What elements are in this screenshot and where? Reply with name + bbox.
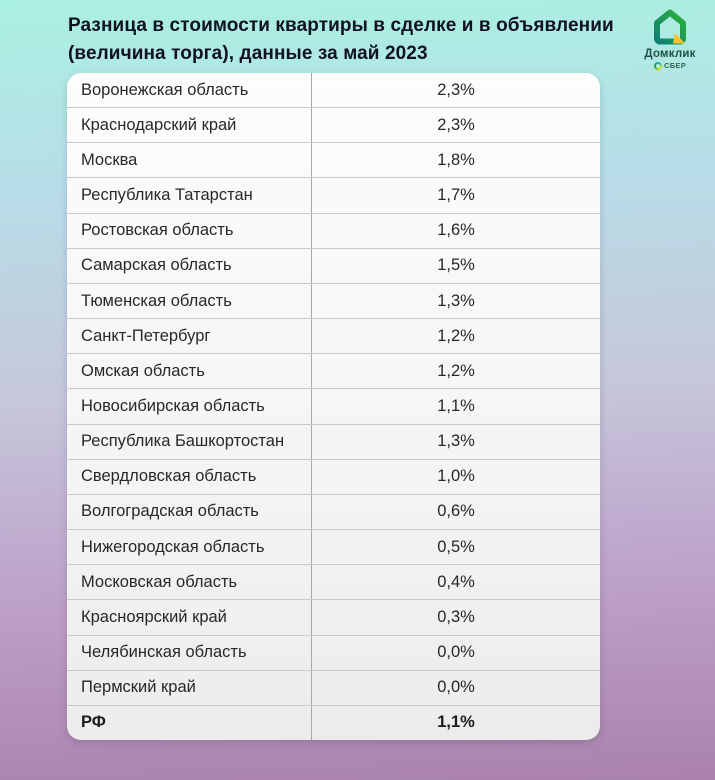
table-row bbox=[67, 599, 600, 634]
region-value: 0,6% bbox=[437, 502, 475, 521]
region-name: Тюменская область bbox=[67, 284, 312, 318]
region-value: 1,6% bbox=[437, 221, 475, 240]
region-value: 2,3% bbox=[437, 80, 475, 99]
table-row bbox=[67, 73, 600, 107]
sber-ring-icon bbox=[654, 62, 662, 70]
table-row bbox=[67, 635, 600, 670]
region-value: 1,0% bbox=[437, 467, 475, 486]
table-row bbox=[67, 318, 600, 353]
region-name: Челябинская область bbox=[67, 636, 312, 670]
region-name: Самарская область bbox=[67, 249, 312, 283]
table-row bbox=[67, 564, 600, 599]
region-value: 0,3% bbox=[437, 607, 475, 626]
table-row bbox=[67, 670, 600, 705]
region-value: 1,2% bbox=[437, 361, 475, 380]
region-value: 1,2% bbox=[437, 326, 475, 345]
table-row bbox=[67, 213, 600, 248]
domclick-wordmark: Домклик bbox=[644, 48, 696, 60]
sber-wordmark: СБЕР bbox=[663, 61, 686, 70]
page-title bbox=[68, 12, 628, 68]
table-row bbox=[67, 494, 600, 529]
region-name: Санкт-Петербург bbox=[67, 319, 312, 353]
page-title-line1: Разница в стоимости квартиры в сделке и в объявлении bbox=[68, 15, 614, 36]
table-row bbox=[67, 705, 600, 740]
region-name: Новосибирская область bbox=[67, 389, 312, 423]
regions-table bbox=[67, 73, 600, 740]
region-value: 1,8% bbox=[437, 150, 475, 169]
table-row bbox=[67, 177, 600, 212]
table-row bbox=[67, 459, 600, 494]
region-name: Москва bbox=[67, 143, 312, 177]
region-name: Республика Башкортостан bbox=[67, 425, 312, 459]
region-value: 1,3% bbox=[437, 432, 475, 451]
region-value: 0,5% bbox=[437, 537, 475, 556]
table-row bbox=[67, 388, 600, 423]
table-row bbox=[67, 353, 600, 388]
region-name: Краснодарский край bbox=[67, 108, 312, 142]
region-name: Московская область bbox=[67, 565, 312, 599]
region-value: 1,5% bbox=[437, 256, 475, 275]
region-name: Свердловская область bbox=[67, 460, 312, 494]
table-row bbox=[67, 248, 600, 283]
region-name: Нижегородская область bbox=[67, 530, 312, 564]
region-value: 1,7% bbox=[437, 186, 475, 205]
table-row bbox=[67, 107, 600, 142]
table-row bbox=[67, 424, 600, 459]
region-value: 1,1% bbox=[437, 713, 475, 732]
region-name: РФ bbox=[67, 706, 312, 740]
domclick-logo bbox=[635, 9, 705, 70]
region-name: Красноярский край bbox=[67, 600, 312, 634]
table-row bbox=[67, 529, 600, 564]
region-value: 1,1% bbox=[437, 396, 475, 415]
table-row bbox=[67, 283, 600, 318]
region-name: Республика Татарстан bbox=[67, 178, 312, 212]
region-value: 0,0% bbox=[437, 643, 475, 662]
region-name: Воронежская область bbox=[67, 73, 312, 107]
table-row bbox=[67, 142, 600, 177]
region-name: Омская область bbox=[67, 354, 312, 388]
page-title-line2: (величина торга), данные за май 2023 bbox=[68, 43, 428, 64]
region-value: 0,4% bbox=[437, 572, 475, 591]
region-name: Волгоградская область bbox=[67, 495, 312, 529]
domclick-house-icon bbox=[654, 9, 686, 45]
region-name: Пермский край bbox=[67, 671, 312, 705]
region-name: Ростовская область bbox=[67, 214, 312, 248]
region-value: 2,3% bbox=[437, 115, 475, 134]
region-value: 0,0% bbox=[437, 678, 475, 697]
region-value: 1,3% bbox=[437, 291, 475, 310]
sber-lockup bbox=[654, 61, 686, 70]
